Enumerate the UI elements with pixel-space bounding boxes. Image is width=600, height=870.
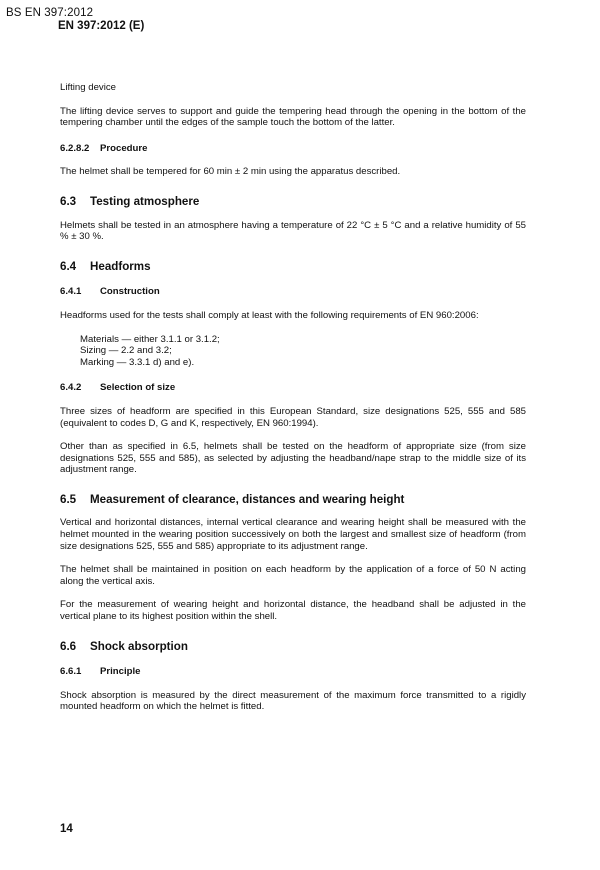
size-selection-paragraph-2: Other than as specified in 6.5, helmets shall be tested on the headform of appropriate size (from size designations 525, 555 and 585), as selected by adjusting the headband/nape strap to the middle size of its adjustment range.: [60, 441, 526, 476]
procedure-text: The helmet shall be tempered for 60 min ± 2 min using the apparatus described.: [60, 166, 401, 178]
testing-atmosphere-text: Helmets shall be tested in an atmosphere having a temperature of 22 °C ± 5 °C and a relative humidity of 55 % ± 30 %.: [60, 219, 526, 243]
heading-number: 6.6.1: [60, 666, 82, 678]
page-body: [60, 82, 526, 713]
size-selection-paragraph-1: Three sizes of headform are specified in this European Standard, size designations 525, 555 and 585 (equivalent to codes D, G and K, respectively, EN 960:1994).: [60, 405, 526, 429]
heading-title: Selection of size: [100, 382, 176, 394]
heading-6-4: [60, 261, 526, 273]
heading-number: 6.4.1: [60, 286, 82, 298]
list-item: Materials — either 3.1.1 or 3.1.2;: [80, 333, 220, 345]
heading-6-3: [60, 196, 526, 208]
heading-6-4-1: [60, 286, 526, 298]
heading-6-6: [60, 641, 526, 653]
heading-6-5: [60, 494, 526, 506]
heading-title: Procedure: [100, 142, 148, 154]
heading-title: Construction: [100, 286, 160, 298]
heading-6-6-1: [60, 666, 526, 678]
heading-6-4-2: [60, 382, 526, 394]
requirements-list: [60, 334, 526, 369]
heading-6-2-8-2: [60, 143, 526, 155]
measurement-paragraph-1: Vertical and horizontal distances, internal vertical clearance and wearing height shall be measured with the helmet mounted in the wearing position successively on both the largest and smallest size of headform (from size designations 525, 555 and 585) appropriate to its adjustment range.: [60, 517, 526, 552]
heading-title: Headforms: [90, 259, 151, 273]
heading-number: 6.2.8.2: [60, 142, 90, 154]
construction-text: Headforms used for the tests shall comply at least with the following requirements of EN 960:2006:: [60, 309, 479, 321]
document-standard-id: BS EN 397:2012: [6, 7, 94, 19]
page-number: 14: [60, 823, 73, 835]
heading-number: 6.4.2: [60, 382, 82, 394]
heading-number: 6.4: [60, 259, 77, 273]
heading-number: 6.3: [60, 194, 77, 208]
heading-number: 6.6: [60, 639, 77, 653]
lifting-device-title: Lifting device: [60, 82, 116, 93]
heading-title: Testing atmosphere: [90, 194, 200, 208]
measurement-paragraph-3: For the measurement of wearing height and horizontal distance, the headband shall be adjusted in the vertical plane to its highest position within the shell.: [60, 599, 526, 623]
heading-title: Principle: [100, 666, 141, 678]
principle-text: Shock absorption is measured by the direct measurement of the maximum force transmitted to a rigidly mounted headform on which the helmet is fitted.: [60, 689, 526, 713]
lifting-device-text: The lifting device serves to support and guide the tempering head through the opening in the bottom of the tempering chamber until the edges of the sample touch the bottom of the latter.: [60, 105, 526, 129]
list-item: Marking — 3.3.1 d) and e).: [80, 356, 195, 368]
heading-title: Measurement of clearance, distances and wearing height: [90, 492, 405, 506]
heading-title: Shock absorption: [90, 639, 188, 653]
document-edition-id: EN 397:2012 (E): [58, 20, 145, 32]
measurement-paragraph-2: The helmet shall be maintained in position on each headform by the application of a force of 50 N acting along the vertical axis.: [60, 564, 526, 587]
list-item: Sizing — 2.2 and 3.2;: [80, 345, 172, 357]
heading-number: 6.5: [60, 492, 77, 506]
